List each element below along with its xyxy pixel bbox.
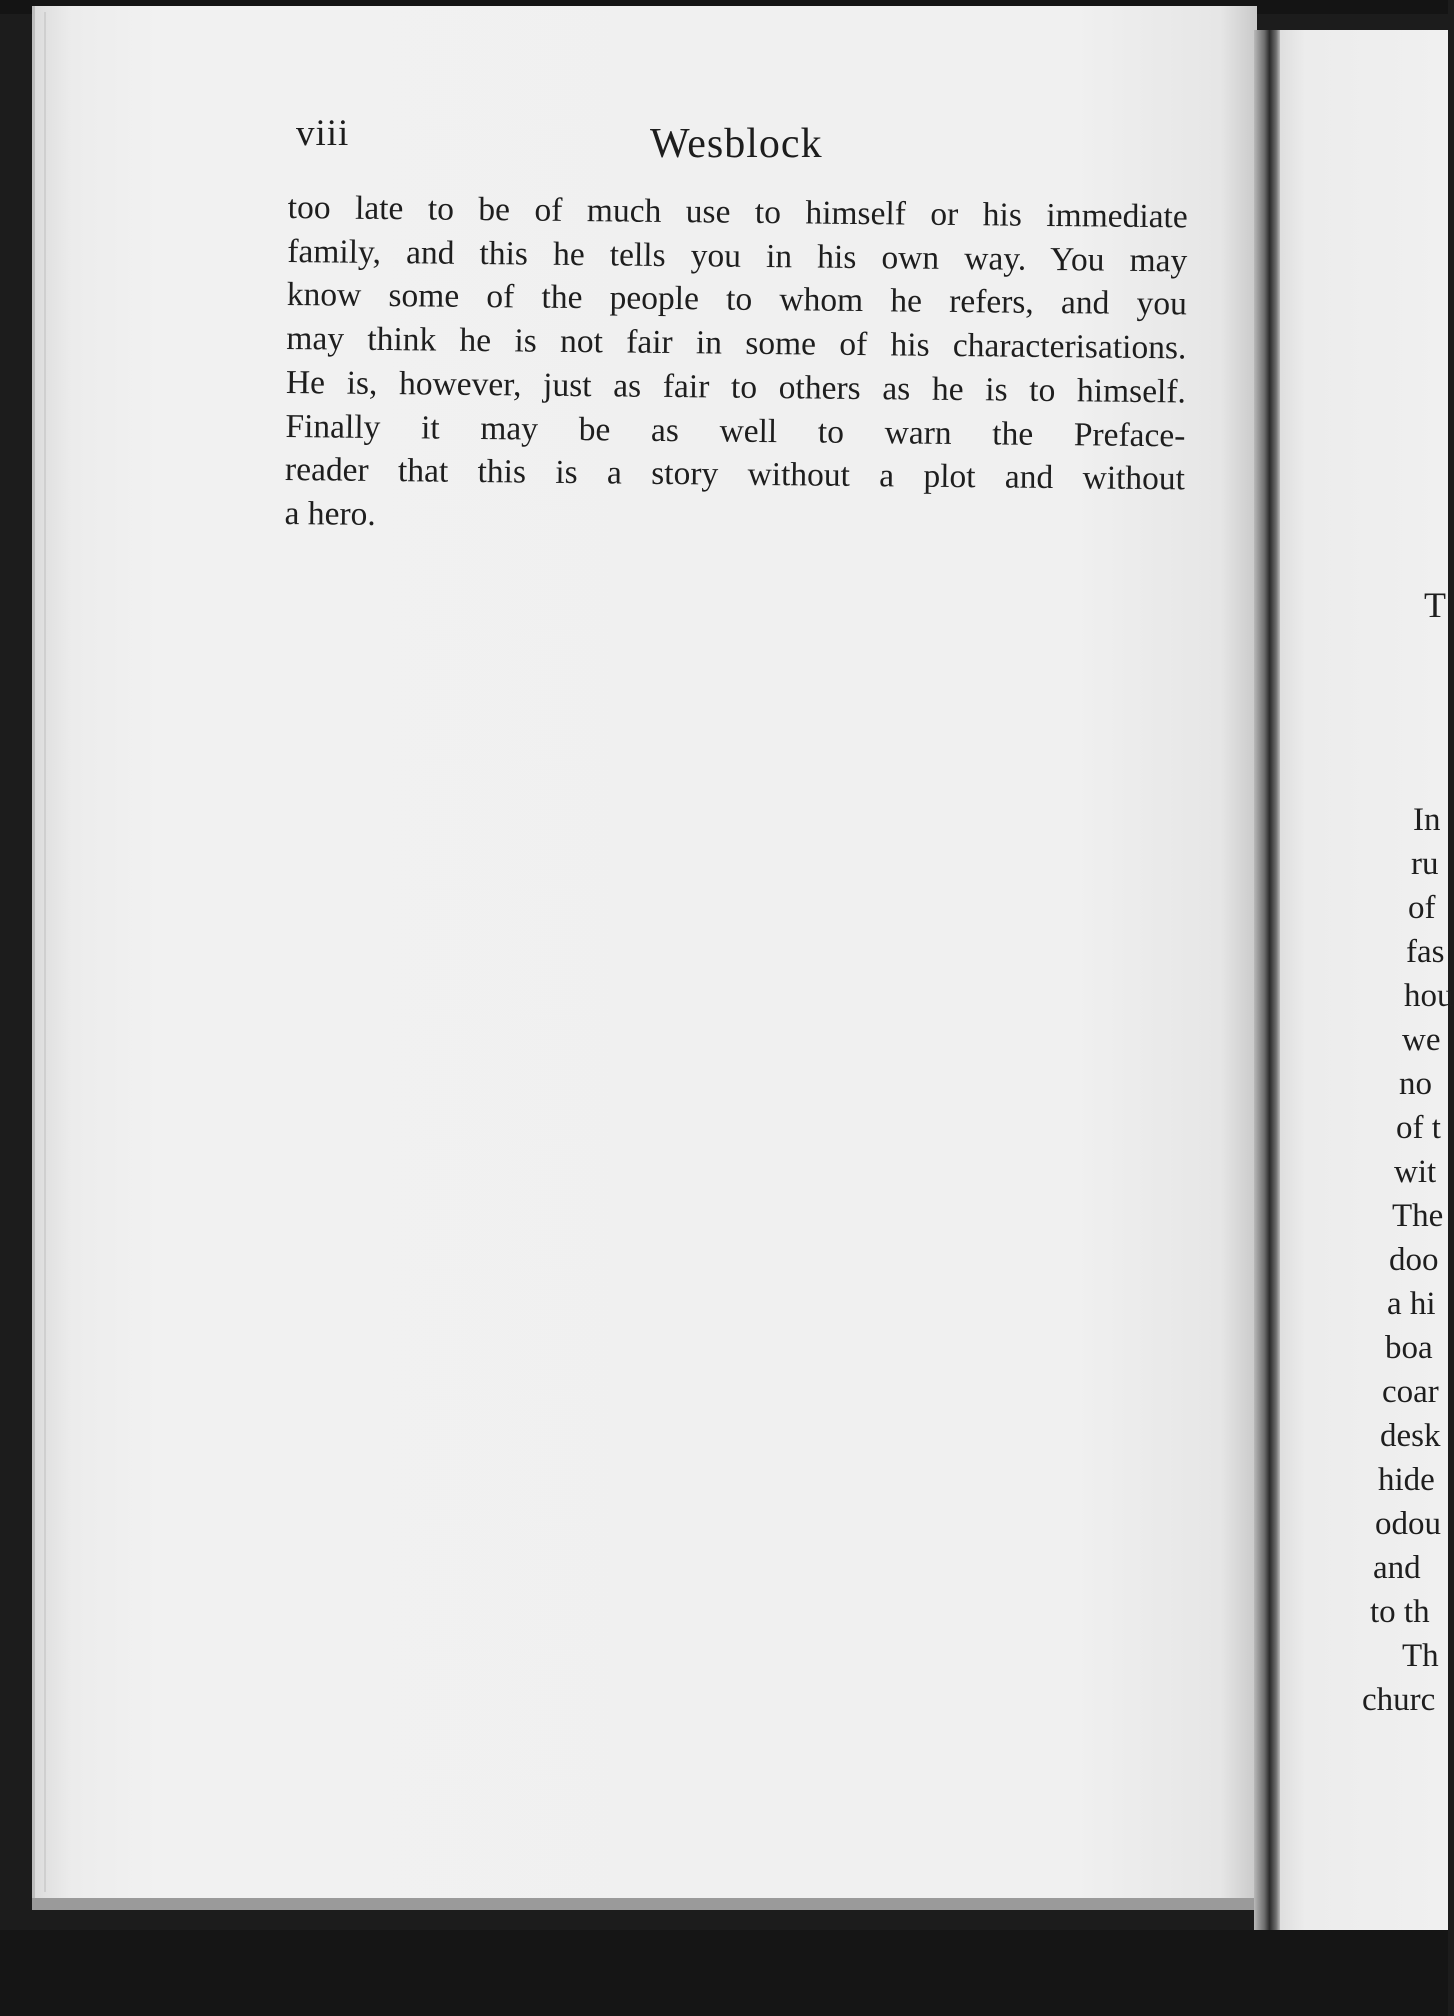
right-page-line-fragment: In (1413, 802, 1441, 838)
right-page-line-fragment: ru (1411, 846, 1439, 882)
body-paragraph (284, 186, 1188, 545)
right-page-line-fragment: coar (1382, 1374, 1439, 1410)
right-page-line-fragment: a hi (1387, 1286, 1436, 1322)
right-page-line-fragment: wit (1394, 1154, 1437, 1190)
text-line: family, and this he tells you in his own way. You may (287, 232, 1188, 280)
right-page-line-fragment: hide (1378, 1462, 1435, 1498)
page-bottom-edge (32, 1898, 1272, 1910)
text-line: know some of the people to whom he refers, and you (286, 276, 1188, 323)
text-line: reader that this is a story without a plot and without (284, 451, 1186, 498)
text-line: may think he is not fair in some of his characterisations. (286, 320, 1187, 367)
right-page-line-fragment: churc (1362, 1682, 1436, 1718)
text-line: a hero. (284, 494, 376, 533)
page-edge-line (44, 12, 46, 1892)
right-page-line-fragment: fas (1406, 934, 1445, 970)
right-page-line-fragment: odou (1375, 1506, 1441, 1542)
right-page-line-fragment: boa (1385, 1330, 1433, 1366)
right-page-line-fragment: doo (1389, 1242, 1439, 1278)
scan-background-bottom (0, 1930, 1448, 2016)
book-gutter (1254, 30, 1280, 1930)
right-page-line-fragment: hou (1404, 978, 1454, 1014)
text-line: He is, however, just as fair to others as he is to himself. (285, 363, 1187, 411)
right-page-line-fragment: of t (1396, 1110, 1441, 1146)
right-page-line-fragment: of (1408, 890, 1436, 926)
right-page-line-fragment: The (1392, 1198, 1444, 1234)
right-page-line-fragment: Th (1402, 1638, 1439, 1674)
right-page-line-fragment: and (1373, 1550, 1421, 1586)
page-number: viii (296, 113, 350, 154)
right-page-heading-fragment: T (1424, 585, 1446, 625)
running-head: Wesblock (650, 121, 823, 167)
right-page-line-fragment: we (1402, 1022, 1441, 1058)
right-page-line-fragment: desk (1380, 1418, 1441, 1454)
text-line: too late to be of much use to himself or his immediate (287, 188, 1188, 236)
text-line: Finally it may be as well to warn the Preface- (285, 407, 1186, 454)
right-page-line-fragment: to th (1370, 1594, 1430, 1630)
right-page-line-fragment: no (1399, 1066, 1432, 1102)
